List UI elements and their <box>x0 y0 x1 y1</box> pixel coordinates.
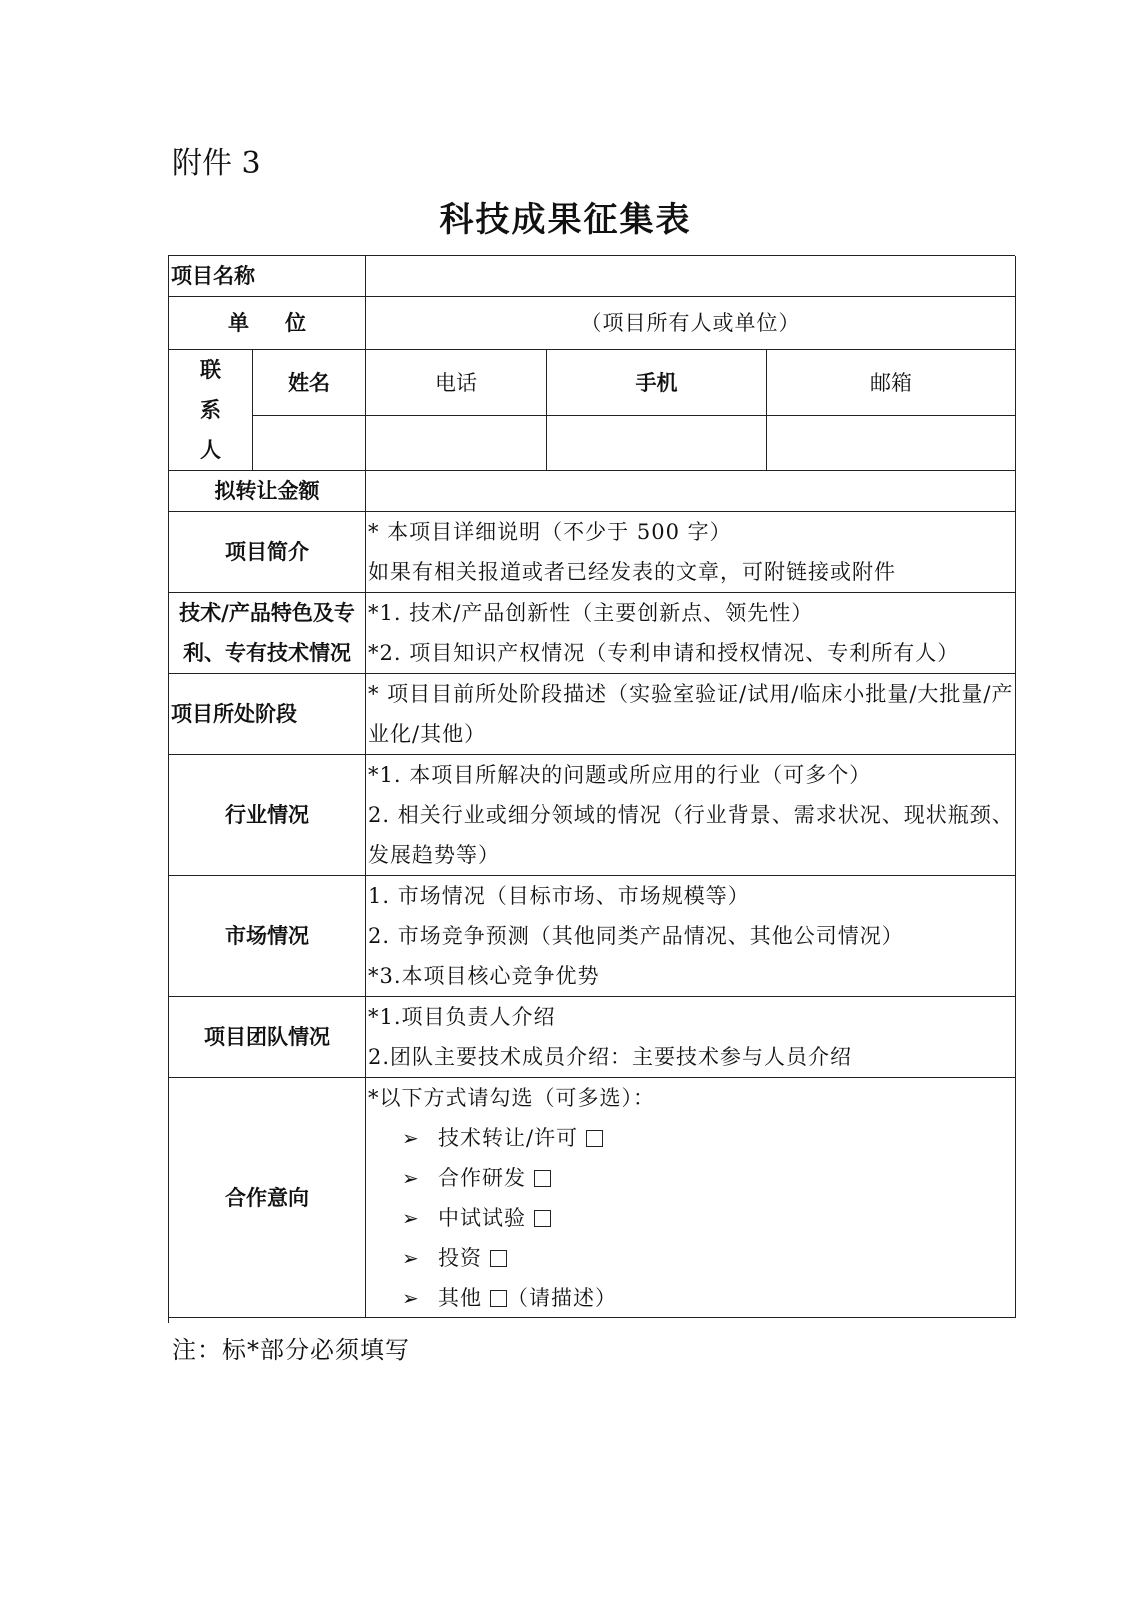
cooperation-option-investment[interactable] <box>368 1238 1015 1278</box>
cooperation-label: 合作意向 <box>169 1078 366 1318</box>
team-line: *1.项目负责人介绍 <box>368 1005 556 1029</box>
contact-label-char: 联 <box>200 357 221 382</box>
industry-label: 行业情况 <box>169 755 366 876</box>
contact-label <box>169 350 253 471</box>
checkbox-icon[interactable] <box>534 1170 551 1187</box>
form-title: 科技成果征集表 <box>439 200 692 240</box>
contact-mobile-header: 手机 <box>547 350 767 416</box>
option-label: 技术转让/许可 <box>438 1126 579 1150</box>
arrow-bullet-icon: ➢ <box>402 1286 420 1310</box>
stage-label: 项目所处阶段 <box>169 674 366 755</box>
checkbox-icon[interactable] <box>490 1250 507 1267</box>
stage-text: * 项目目前所处阶段描述（实验室验证/试用/临床小批量/大批量/产业化/其他） <box>368 682 1014 746</box>
team-line: 2.团队主要技术成员介绍：主要技术参与人员介绍 <box>368 1045 853 1069</box>
cooperation-option-other[interactable] <box>368 1278 1015 1318</box>
industry-line: *1. 本项目所解决的问题或所应用的行业（可多个） <box>368 763 872 787</box>
contact-phone-field[interactable] <box>366 416 547 471</box>
cooperation-option-joint-rd[interactable] <box>368 1158 1015 1198</box>
option-label: 其他 <box>438 1286 482 1310</box>
option-suffix: （请描述） <box>507 1286 617 1310</box>
option-label: 合作研发 <box>438 1166 526 1190</box>
arrow-bullet-icon: ➢ <box>402 1166 420 1190</box>
industry-line: 2. 相关行业或细分领域的情况（行业背景、需求状况、现状瓶颈、发展趋势等） <box>368 803 1014 867</box>
transfer-amount-field[interactable] <box>366 471 1016 512</box>
option-label: 中试试验 <box>438 1206 526 1230</box>
checkbox-icon[interactable] <box>586 1130 603 1147</box>
contact-name-header: 姓名 <box>253 350 366 416</box>
option-label: 投资 <box>438 1246 482 1270</box>
contact-name-field[interactable] <box>253 416 366 471</box>
market-field[interactable] <box>366 876 1016 997</box>
stage-field[interactable] <box>366 674 1016 755</box>
contact-email-field[interactable] <box>767 416 1016 471</box>
project-name-field[interactable] <box>366 256 1016 297</box>
arrow-bullet-icon: ➢ <box>402 1206 420 1230</box>
team-label: 项目团队情况 <box>169 997 366 1078</box>
market-label: 市场情况 <box>169 876 366 997</box>
arrow-bullet-icon: ➢ <box>402 1126 420 1150</box>
cooperation-field <box>366 1078 1016 1318</box>
team-field[interactable] <box>366 997 1016 1078</box>
tech-features-line: *2. 项目知识产权情况（专利申请和授权情况、专利所有人） <box>368 641 960 665</box>
intro-line: 如果有相关报道或者已经发表的文章，可附链接或附件 <box>368 560 896 584</box>
contact-label-char: 系 <box>200 397 221 422</box>
market-line: 2. 市场竞争预测（其他同类产品情况、其他公司情况） <box>368 924 904 948</box>
market-line: *3.本项目核心竞争优势 <box>368 964 600 988</box>
arrow-bullet-icon: ➢ <box>402 1246 420 1270</box>
cooperation-intro: *以下方式请勾选（可多选）： <box>368 1086 655 1110</box>
contact-label-char: 人 <box>200 437 221 462</box>
checkbox-icon[interactable] <box>490 1290 507 1307</box>
unit-field[interactable] <box>366 297 1016 350</box>
tech-features-line: *1. 技术/产品创新性（主要创新点、领先性） <box>368 601 814 625</box>
intro-line: * 本项目详细说明（不少于 500 字） <box>368 520 732 544</box>
unit-label: 单位 <box>228 310 342 335</box>
tech-features-field[interactable] <box>366 593 1016 674</box>
checkbox-icon[interactable] <box>534 1210 551 1227</box>
cooperation-option-tech-transfer[interactable] <box>368 1118 1015 1158</box>
intro-label: 项目简介 <box>169 512 366 593</box>
transfer-amount-label: 拟转让金额 <box>169 471 366 512</box>
project-name-label: 项目名称 <box>169 256 366 297</box>
contact-email-header: 邮箱 <box>767 350 1016 416</box>
collection-form-table <box>168 255 1015 1323</box>
intro-field[interactable] <box>366 512 1016 593</box>
footnote: 注：标*部分必须填写 <box>172 1336 410 1364</box>
unit-hint: （项目所有人或单位） <box>580 311 801 335</box>
market-line: 1. 市场情况（目标市场、市场规模等） <box>368 884 750 908</box>
tech-features-label: 技术/产品特色及专利、专有技术情况 <box>169 593 366 674</box>
unit-label-cell <box>169 297 366 350</box>
attachment-label: 附件 3 <box>172 146 261 181</box>
contact-phone-header: 电话 <box>366 350 547 416</box>
industry-field[interactable] <box>366 755 1016 876</box>
contact-mobile-field[interactable] <box>547 416 767 471</box>
cooperation-option-pilot-test[interactable] <box>368 1198 1015 1238</box>
